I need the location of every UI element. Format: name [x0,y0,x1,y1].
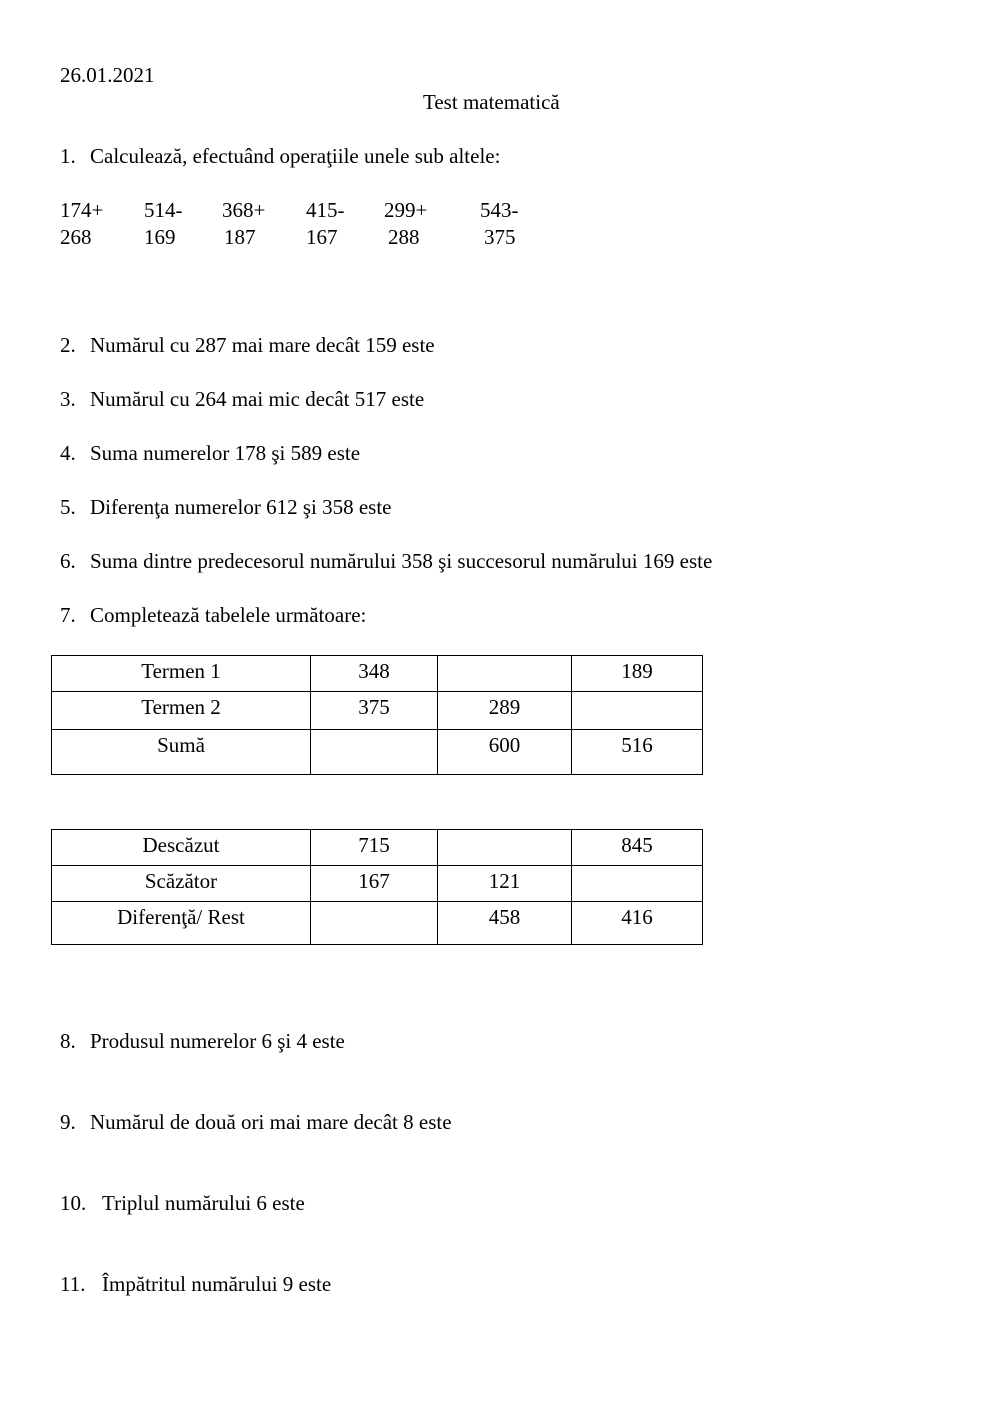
table-cell [438,830,572,866]
operation-top: 514- [144,198,183,222]
table-cell: 121 [438,866,572,902]
question-number: 6. [60,549,76,573]
operation-bottom: 167 [306,225,338,249]
table-row [52,730,703,775]
operation-bottom: 169 [144,225,176,249]
table-cell: Sumă [52,730,311,775]
question-number: 11. [60,1272,86,1296]
operation-top: 174+ [60,198,104,222]
question-text: Numărul de două ori mai mare decât 8 este [90,1110,452,1134]
question-text: Triplul numărului 6 este [102,1191,305,1215]
table-cell: 348 [311,656,438,692]
table-cell: Descăzut [52,830,311,866]
operation-top: 415- [306,198,345,222]
table-cell: 845 [572,830,703,866]
table-cell: 167 [311,866,438,902]
question-number: 2. [60,333,76,357]
table-cell [572,692,703,730]
operation-top: 299+ [384,198,428,222]
table-cell [311,730,438,775]
table-row [52,656,703,692]
table-cell: 416 [572,902,703,945]
question-text: Diferenţa numerelor 612 şi 358 este [90,495,392,519]
operation-bottom: 268 [60,225,92,249]
question-number: 8. [60,1029,76,1053]
question-number: 3. [60,387,76,411]
table-cell: 600 [438,730,572,775]
question-text: Numărul cu 264 mai mic decât 517 este [90,387,425,411]
date: 26.01.2021 [60,63,155,87]
table-cell: Termen 2 [52,692,311,730]
table-row [52,692,703,730]
table-row [52,830,703,866]
difference-table [51,829,703,945]
table-cell: 375 [311,692,438,730]
table-cell: 189 [572,656,703,692]
question-number: 7. [60,603,76,627]
question-text: Calculează, efectuând operaţiile unele sub altele: [90,144,501,168]
question-text: Produsul numerelor 6 şi 4 este [90,1029,345,1053]
table-cell [311,902,438,945]
question-text: Completează tabelele următoare: [90,603,367,627]
table-row [52,902,703,945]
page-title: Test matematică [423,90,560,114]
question-text: Împătritul numărului 9 este [102,1272,332,1296]
question-text: Numărul cu 287 mai mare decât 159 este [90,333,435,357]
operation-bottom: 375 [484,225,516,249]
question-text: Suma numerelor 178 şi 589 este [90,441,361,465]
table-cell: 289 [438,692,572,730]
operation-bottom: 187 [224,225,256,249]
operation-top: 368+ [222,198,266,222]
table-cell: 458 [438,902,572,945]
sum-table [51,655,703,775]
question-number: 10. [60,1191,87,1215]
table-cell: Diferenţă/ Rest [52,902,311,945]
table-cell: 516 [572,730,703,775]
question-number: 1. [60,144,76,168]
question-number: 5. [60,495,76,519]
table-row [52,866,703,902]
question-number: 4. [60,441,76,465]
table-cell [572,866,703,902]
operation-top: 543- [480,198,519,222]
operation-bottom: 288 [388,225,420,249]
table-cell: 715 [311,830,438,866]
table-cell: Termen 1 [52,656,311,692]
question-number: 9. [60,1110,76,1134]
question-text: Suma dintre predecesorul numărului 358 şi succesorul numărului 169 este [90,549,713,573]
table-cell [438,656,572,692]
table-cell: Scăzător [52,866,311,902]
